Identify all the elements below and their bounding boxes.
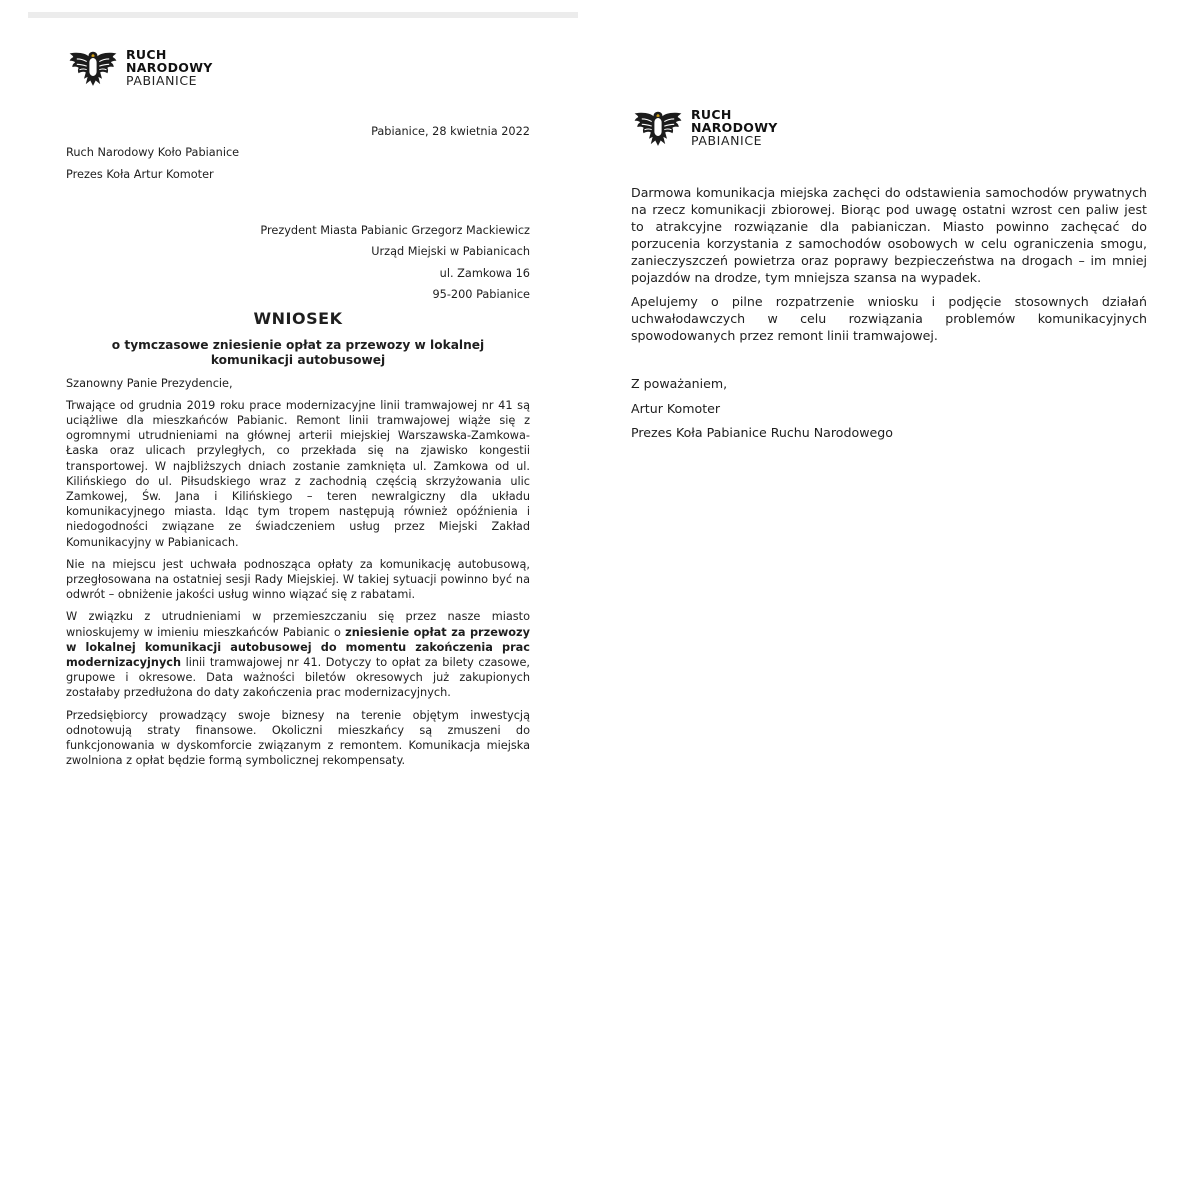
paragraph-3-text: W związku z utrudnieniami w przemieszczaniu się przez nasze miasto wnioskujemy w imieniu mieszkańców Pabianic o <box>66 610 530 639</box>
document-title: WNIOSEK <box>253 308 343 328</box>
paragraph-3 <box>66 609 530 700</box>
letter-date: Pabianice, 28 kwietnia 2022 <box>371 125 530 138</box>
logo-text-pabianice: PABIANICE <box>691 132 763 148</box>
sender-block <box>66 145 530 182</box>
recipient-line: 95-200 Pabianice <box>432 288 530 301</box>
paragraph-5: Darmowa komunikacja miejska zachęci do odstawienia samochodów prywatnych na rzecz komunikacji zbiorowej. Biorąc pod uwagę ostatni wzrost cen paliw jest to atrakcyjne rozwiązanie dla pabianiczan. Miasto powinno zachęcać do porzucenia korzystania z samochodów osobowych w celu ograniczenia smogu, zanieczyszczeń powietrza oraz poprawy bezpieczeństwa na drogach – im mniej pojazdów na drodze, tym mniejsza szansa na wypadek. <box>631 185 1147 285</box>
recipient-line: Urząd Miejski w Pabianicach <box>371 245 530 258</box>
paragraph-2: Nie na miejscu jest uchwała podnosząca opłaty za komunikację autobusową, przegłosowana na ostatniej sesji Rady Miejskiej. W takiej sytuacji powinno być na odwrót – obniżenie jakości usług winno wiązać się z rabatami. <box>66 557 530 602</box>
closing-block <box>631 375 1147 441</box>
logo-text-narodowy: NARODOWY <box>126 59 213 75</box>
letter-page-1 <box>66 44 530 768</box>
salutation: Szanowny Panie Prezydencie, <box>66 376 233 390</box>
paragraph-6: Apelujemy o pilne rozpatrzenie wniosku i podjęcie stosownych działań uchwałodawczych w celu rozwiązania problemów komunikacyjnych spowodowanych przez remont linii tramwajowej. <box>631 294 1147 343</box>
document-subtitle: o tymczasowe zniesienie opłat za przewozy w lokalnej komunikacji autobusowej <box>111 337 485 367</box>
sender-line: Ruch Narodowy Koło Pabianice <box>66 146 240 160</box>
logo-text-ruch: RUCH <box>691 106 732 122</box>
eagle-icon <box>66 44 120 90</box>
recipient-line: Prezydent Miasta Pabianic Grzegorz Mackiewicz <box>260 223 530 237</box>
recipient-line: ul. Zamkowa 16 <box>439 266 530 280</box>
scrollbar-top <box>28 12 578 18</box>
logo-text-ruch: RUCH <box>126 46 167 62</box>
signature-name: Artur Komoter <box>631 400 721 416</box>
signature-title: Prezes Koła Pabianice Ruchu Narodowego <box>631 425 893 440</box>
paragraph-4: Przedsiębiorcy prowadzący swoje biznesy na terenie objętym inwestycją odnotowują straty finansowe. Okoliczni mieszkańcy są zmuszeni do funkcjonowania w dyskomforcie związanym z remontem. Komunikacja miejska zwolniona z opłat będzie formą symbolicznej rekompensaty. <box>66 708 530 768</box>
recipient-block <box>66 223 530 303</box>
logo-text-narodowy: NARODOWY <box>691 119 778 135</box>
sender-line: Prezes Koła Artur Komoter <box>66 168 214 182</box>
logo <box>631 104 1147 150</box>
paragraph-3-bold-request: zniesienie opłat za przewozy w lokalnej komunikacji autobusowej do momentu zakończenia prac modernizacyjnych <box>66 625 530 669</box>
eagle-icon <box>631 104 685 150</box>
logo-text-pabianice: PABIANICE <box>126 72 198 88</box>
paragraph-1: Trwające od grudnia 2019 roku prace modernizacyjne linii tramwajowej nr 41 są uciążliwe dla mieszkańców Pabianic. Remont linii tramwajowej wiąże się z ogromnymi utrudnieniami na głównej arterii miejskiej Warszawska-Zamkowa-Łaska oraz ulicach przyległych, co przekłada się na zjawisko kongestii transportowej. W najbliższych dniach zostanie zamknięta ul. Zamkowa od ul. Kilińskiego do ul. Piłsudskiego wraz z zachodnią częścią skrzyżowania ulic Zamkowej, Św. Jana i Kilińskiego – teren newralgiczny dla układu komunikacyjnego miasta. Idąc tym tropem następują również opóźnienia i niedogodności związane ze świadczeniem usług przez Miejski Zakład Komunikacyjny w Pabianicach. <box>66 398 530 549</box>
closing-greeting: Z poważaniem, <box>631 376 728 391</box>
paragraph-3-text-end: linii tramwajowej nr 41. Dotyczy to opłat za bilety czasowe, grupowe i okresowe. Data ważności biletów okresowych już zakupionych zostałaby przedłużona do daty zakończenia prac modernizacyjnych. <box>66 655 530 700</box>
logo <box>66 44 530 90</box>
letter-page-2 <box>631 104 1147 449</box>
